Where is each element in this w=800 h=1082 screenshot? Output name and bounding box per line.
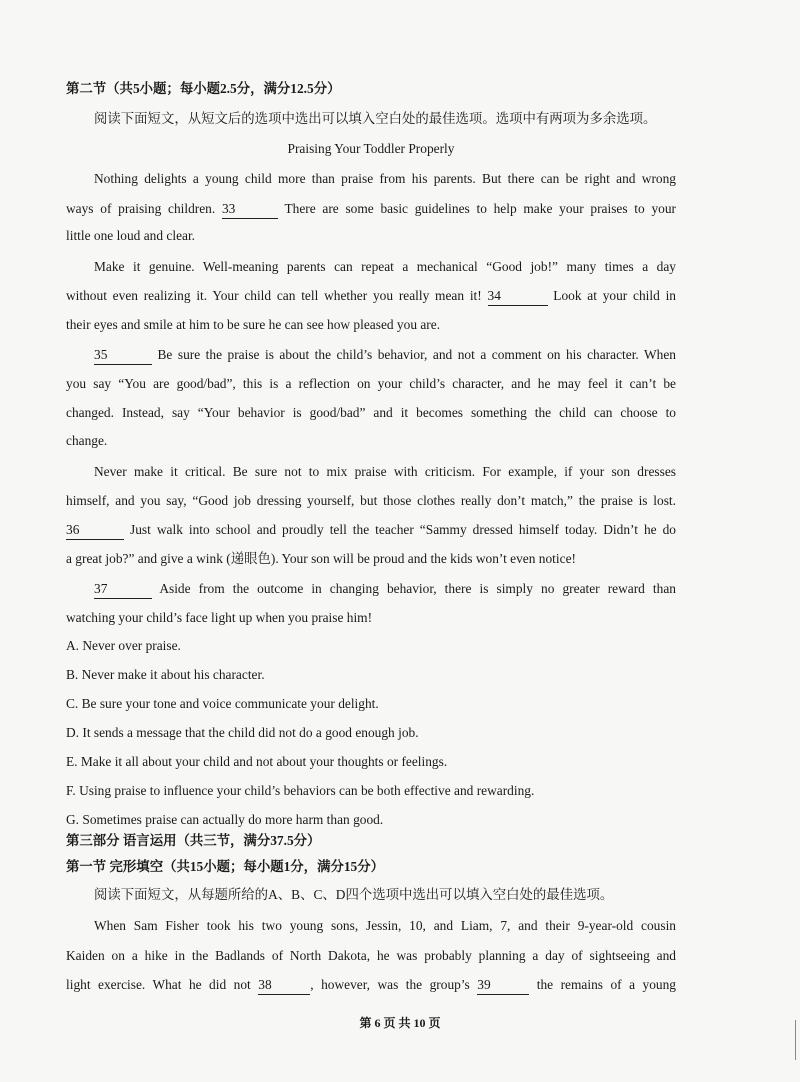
option-f: F. Using praise to influence your child’s behaviors can be both effective and rewarding.: [66, 783, 535, 798]
p1-line2b: There are some basic guidelines to help make your praises to your: [284, 201, 676, 216]
scan-edge-mark: [795, 1020, 796, 1060]
blank-38: 38: [258, 976, 310, 995]
p1-line2: [66, 200, 676, 219]
option-e: E. Make it all about your child and not about your thoughts or feelings.: [66, 754, 448, 769]
p5-line2: watching your child’s face light up when you praise him!: [66, 610, 373, 625]
p4-line2: himself, and you say, “Good job dressing yourself, but those clothes really don’t match,” the praise is lost.: [66, 493, 676, 508]
option-g: G. Sometimes praise can actually do more harm than good.: [66, 812, 384, 827]
blank-34: 34: [488, 287, 548, 306]
blank-36: 36: [66, 521, 124, 540]
c1-line3c: the remains of a young: [536, 977, 676, 992]
p5-line1: [94, 580, 676, 599]
p3-line4: change.: [66, 433, 108, 448]
p2-line2a: without even realizing it. Your child can tell whether you really mean it!: [66, 288, 482, 303]
p1-line2a: ways of praising children.: [66, 201, 216, 216]
p4-line3: [66, 521, 676, 540]
blank-35: 35: [94, 346, 152, 365]
p2-line2: [66, 287, 676, 306]
part3-heading: 第三部分 语言运用（共三节，满分37.5分）: [66, 833, 321, 848]
p3-line3: changed. Instead, say “Your behavior is good/bad” and it becomes something the child can choose to: [66, 405, 676, 420]
c1-line3: [66, 976, 676, 995]
option-d: D. It sends a message that the child did not do a good enough job.: [66, 725, 419, 740]
p2-line3: their eyes and smile at him to be sure he can see how pleased you are.: [66, 317, 441, 332]
p4-line3-text: Just walk into school and proudly tell the teacher “Sammy dressed himself today. Didn’t he do: [130, 522, 676, 537]
c1-line2: Kaiden on a hike in the Badlands of North Dakota, he was probably planning a day of sightseeing and: [66, 948, 676, 963]
p3-line2: you say “You are good/bad”, this is a reflection on your child’s character, and he may feel it can’t be: [66, 376, 676, 391]
p2-line2b: Look at your child in: [553, 288, 676, 303]
section2-heading: 第二节（共5小题；每小题2.5分，满分12.5分）: [66, 81, 341, 96]
option-a: A. Never over praise.: [66, 638, 181, 653]
option-c: C. Be sure your tone and voice communicate your delight.: [66, 696, 379, 711]
option-b: B. Never make it about his character.: [66, 667, 265, 682]
section2-instruction: 阅读下面短文，从短文后的选项中选出可以填入空白处的最佳选项。选项中有两项为多余选项。: [94, 111, 657, 126]
c1-line3b: , however, was the group’s: [310, 977, 470, 992]
p5-line1-text: Aside from the outcome in changing behavior, there is simply no greater reward than: [159, 581, 676, 596]
c1-line1: When Sam Fisher took his two young sons, Jessin, 10, and Liam, 7, and their 9-year-old cousin: [94, 918, 676, 933]
c1-line3a: light exercise. What he did not: [66, 977, 251, 992]
blank-33: 33: [222, 200, 278, 219]
p2-line1: Make it genuine. Well-meaning parents can repeat a mechanical “Good job!” many times a day: [94, 259, 676, 274]
blank-39: 39: [477, 976, 529, 995]
passage-title: Praising Your Toddler Properly: [287, 141, 455, 156]
p3-line1-text: Be sure the praise is about the child’s behavior, and not a comment on his character. When: [157, 347, 676, 362]
p4-line1: Never make it critical. Be sure not to mix praise with criticism. For example, if your son dresses: [94, 464, 676, 479]
blank-37: 37: [94, 580, 152, 599]
part3-subheading: 第一节 完形填空（共15小题；每小题1分，满分15分）: [66, 859, 385, 874]
p1-line3: little one loud and clear.: [66, 228, 196, 243]
p4-line4: a great job?” and give a wink (递眼色). Your son will be proud and the kids won’t even notice!: [66, 551, 576, 566]
part3-instruction: 阅读下面短文，从每题所给的A、B、C、D四个选项中选出可以填入空白处的最佳选项。: [94, 887, 614, 902]
page-footer: 第 6 页 共 10 页: [359, 1016, 441, 1030]
p3-line1: [94, 346, 676, 365]
p1-line1: Nothing delights a young child more than praise from his parents. But there can be right and wrong: [94, 171, 676, 186]
